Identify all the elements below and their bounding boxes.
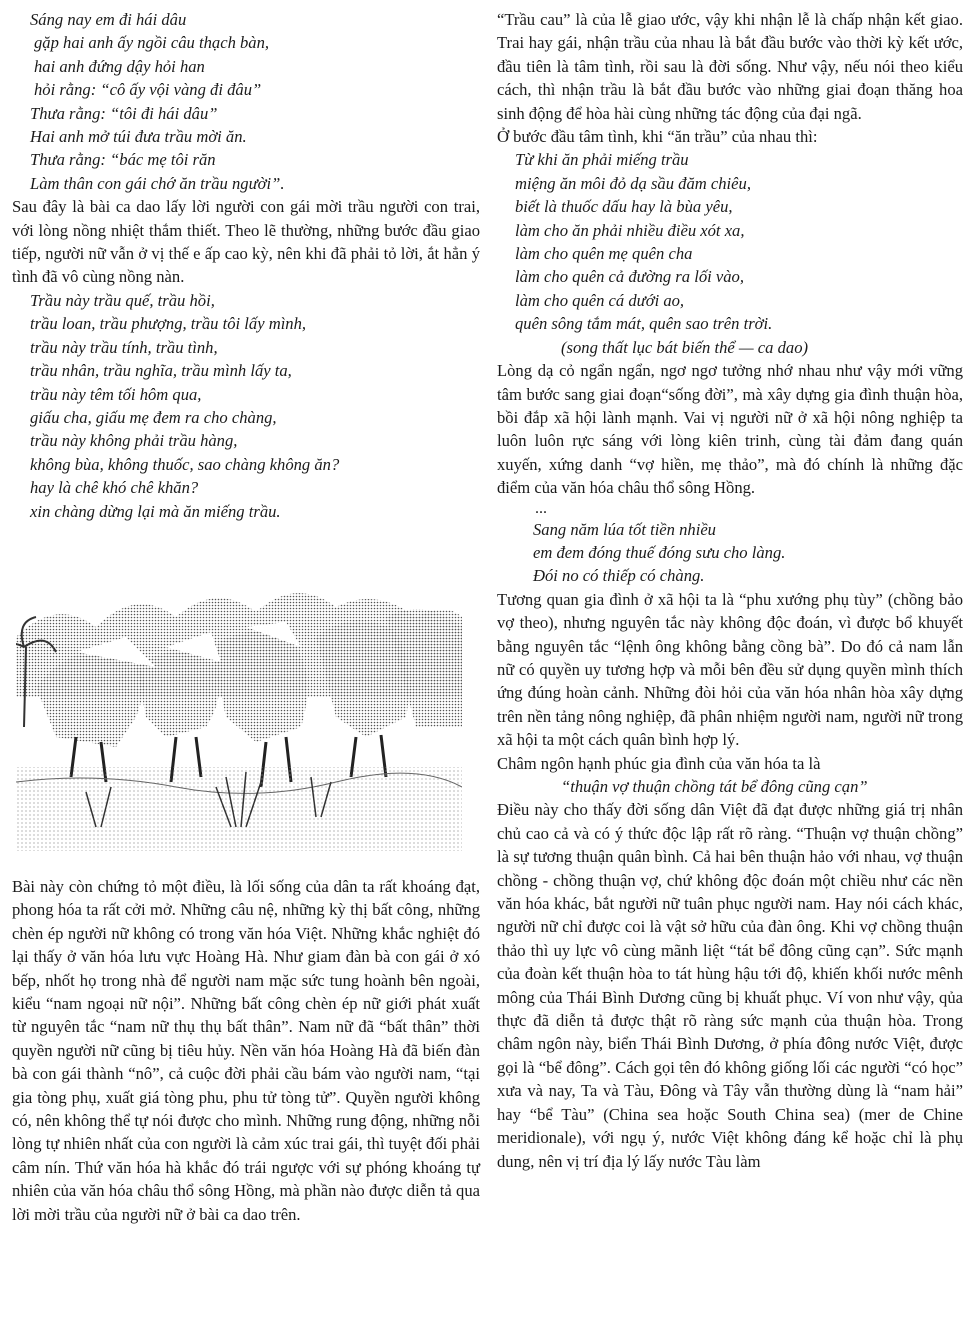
verse-line: trầu nhân, trầu nghĩa, trầu mình lấy ta, bbox=[30, 361, 292, 381]
verse-betel-invitation bbox=[12, 289, 480, 523]
verse-line: hai anh đứng dậy hỏi han bbox=[34, 56, 205, 76]
paragraph: Bài này còn chứng tỏ một điều, là lối sống của dân ta rất khoáng đạt, phong hóa ta rất cởi mở. Những câu nệ, những kỳ thị bất công, những chèn ép người nữ không có trong văn hóa Việt. Những khắc nghiệt đó lại thấy ở văn hóa lưu vực Hoàng Hà. Như giam đàn bà con gái ở xó bếp, nhốt họ trong nhà để người nam mặc sức tung hoành bên ngoài, kiểu “nam ngoại nữ nội”. Những bất công chèn ép nữ giới phát xuất từ nguyên tắc “nam nữ thụ thụ bất thân”. Nam nữ đã “bất thân” thời quyền người nữ cũng bị tiêu hủy. Nền văn hóa Hoàng Hà đã biến đàn bà con gái thành “nô”, cả cuộc đời phải cầu bám vào người nam, “tại gia tòng phụ, xuất giá tòng phu, phu tử tòng tử”. Quyền người không có, nên không thể tự nói được cho mình. Những rung động, những nỗi lòng tự nhiên nhất của con người là cảm xúc trai gái, thì tuyệt đối phải câm nín. Thứ văn hóa hà khắc đó trái ngược với sự phóng khoáng tự nhiên của văn hóa châu thổ sông Hồng, mà phần nào được diễn tả qua lời mời trầu của người nữ ở bài ca dao trên. bbox=[12, 876, 480, 1224]
verse-line: làm cho quên cá dưới ao, bbox=[515, 290, 685, 310]
verse-line: biết là thuốc dấu hay là bùa yêu, bbox=[515, 197, 733, 217]
verse-line: trầu này không phải trầu hàng, bbox=[30, 431, 238, 451]
verse-line: Sáng nay em đi hái dâu bbox=[30, 10, 187, 29]
verse-line: hay là chê khó chê khăn? bbox=[30, 478, 199, 498]
ellipsis: ... bbox=[535, 499, 547, 517]
verse-line: Đói no có thiếp có chàng. bbox=[533, 566, 705, 586]
verse-line: không bùa, không thuốc, sao chàng không ăn? bbox=[30, 454, 340, 474]
verse-line: Sang năm lúa tốt tiền nhiều bbox=[533, 519, 716, 539]
verse-line: xin chàng dừng lại mà ăn miếng trầu. bbox=[30, 501, 281, 521]
paragraph: Điều này cho thấy đời sống dân Việt đã đạt được những giá trị nhân chủ cao cả và có ý thức độc lập rất rõ ràng. “Thuận vợ thuận chồng” là sự tương thuận quân bình. Cả hai bên thuận hảo với nhau, vợ thuận chồng - chồng thuận vợ, chứ không độc đoán một chiều như các nền văn hóa khác, bắt người nữ tuân phục người nam. Hay nói cách khác, người nữ chỉ được coi là vật sở hữu của đàn ông. Khi vợ chồng thuận thảo thì uy lực vô cùng mãnh liệt “tát bể đông cũng cạn”. Sức mạnh của đoàn kết thuận hòa to tát hùng hậu tới độ, khiến khối nước mênh mông của Thái Bình Dương cũng bị khuất phục. Ví von như vậy, qủa thực đã diễn tả được thật rõ ràng sức mạnh của thuận hòa. Trong châm ngôn này, biển Thái Bình Dương, ở phía đông nước Việt, được gọi là “bể đông”. Cách gọi tên đó không giống lối các người “có học” xưa và nay, Ta và Tàu, Đông và Tây vẫn thường dùng là “nam hải” hay “bể Tàu” (China sea hoặc South China sea) (mer de Chine meridionale), với ngụ ý, nước Việt không đáng kể hoặc chỉ là phụ dung, nên vị trí địa lý lấy nước Tàu làm bbox=[497, 800, 963, 1171]
verse-line: Thưa rằng: “bác mẹ tôi răn bbox=[30, 150, 216, 170]
verse-harvest bbox=[497, 518, 963, 588]
paragraph: Ở bước đầu tâm tình, khi “ăn trầu” của nhau thì: bbox=[497, 127, 818, 147]
verse-line: em đem đóng thuế đóng sưu cho làng. bbox=[533, 542, 786, 562]
verse-line: Làm thân con gái chớ ăn trầu người”. bbox=[30, 173, 285, 193]
verse-line: làm cho ăn phải nhiều điều xót xa, bbox=[515, 220, 745, 240]
verse-line: Thưa rằng: “tôi đi hái dâu” bbox=[30, 103, 218, 123]
verse-line: giấu cha, giấu mẹ đem ra cho chàng, bbox=[30, 407, 277, 427]
verse-line: trầu loan, trầu phượng, trầu tôi lấy mình, bbox=[30, 314, 307, 334]
verse-line: miệng ăn môi đỏ dạ sầu đăm chiêu, bbox=[515, 173, 751, 193]
verse-line: trầu này têm tối hôm qua, bbox=[30, 384, 202, 404]
verse-line: làm cho quên cả đường ra lối vào, bbox=[515, 267, 744, 287]
paragraph: “Trầu cau” là của lễ giao ước, vậy khi nhận lễ là chấp nhận kết giao. Trai hay gái, nhận trầu của nhau là bắt đầu bước vào thời kỳ kết ước, đầu tiên là tâm tình, rồi sau là đời sống. Như vậy, nếu nói theo kiểu cách, thì nhận trầu là bắt đầu bước vào những giai đoạn thăng hoa sinh động để hòa hài cùng những tác động của đại ngã. bbox=[497, 10, 963, 123]
verse-line: quên sông tắm mát, quên sao trên trời. bbox=[515, 314, 773, 334]
verse-line: Từ khi ăn phải miếng trầu bbox=[515, 150, 689, 170]
verse-line: Hai anh mở túi đưa trầu mời ăn. bbox=[30, 127, 247, 147]
verse-betel-love bbox=[497, 148, 963, 335]
right-column bbox=[497, 8, 963, 1173]
paragraph: Châm ngôn hạnh phúc gia đình của văn hóa ta là bbox=[497, 753, 821, 773]
paragraph: Lòng dạ cỏ ngẩn ngẩn, ngơ ngơ tưởng nhớ nhau như vậy mới vững tâm bước sang giai đoạn“sống đời”, mà xây dựng gia đình thuận hòa, bồi đắp xã hội lành mạnh. Vai vị người nữ ở xã hội nông nghiệp ta luôn luôn rực sáng với lòng kiên trinh, cùng tài đảm đang quán xuyến, xứng danh “vợ hiền, mẹ thảo”, mà đó chính là những đặc điểm của văn hóa châu thổ sông Hồng. bbox=[497, 361, 963, 498]
verse-source: (song thất lục bát biến thể — ca dao) bbox=[561, 337, 809, 357]
left-column bbox=[12, 8, 480, 1226]
verse-line: Trầu này trầu quế, trầu hồi, bbox=[30, 290, 215, 310]
proverb-quote: “thuận vợ thuận chồng tát bể đông cũng cạn” bbox=[561, 777, 868, 796]
paragraph: Tương quan gia đình ở xã hội ta là “phu xướng phụ tùy” (chồng bảo vợ theo), nhưng nguyên tắc này không độc đoán, vì được bổ khuyết bằng nguyên tắc “lệnh ông không bằng cồng bà”. Do đó cả nam lẫn nữ có quyền uy tương hợp và mỗi bên đều sử dụng quyền mình thích ứng đúng hoàn cảnh. Những đòi hỏi của văn hóa nhân hòa xây dựng trên nền tảng nông nghiệp, đã phân nhiệm người nam, người nữ trong xã hội ta một cách quân bình hợp lý. bbox=[497, 589, 963, 750]
verse-line: gặp hai anh ấy ngồi câu thạch bàn, bbox=[34, 33, 270, 53]
verse-line: hỏi rằng: “cô ấy vội vàng đi đâu” bbox=[34, 80, 262, 100]
landscape-photo bbox=[16, 577, 462, 851]
paragraph: Sau đây là bài ca dao lấy lời người con gái mời trầu người con trai, với lòng nồng nhiệt thắm thiết. Theo lẽ thường, những bước đầu giao tiếp, người nữ vẫn ở vị thế e ấp cao kỳ, nên khi đã phải tỏ lời, ắt hẳn ý tình đã vô cùng nồng nàn. bbox=[12, 197, 480, 287]
verse-berry-picking bbox=[12, 8, 480, 195]
verse-line: làm cho quên mẹ quên cha bbox=[515, 244, 693, 264]
landscape-photo-illustration bbox=[16, 577, 462, 851]
verse-line: trầu này trầu tính, trầu tình, bbox=[30, 337, 218, 357]
